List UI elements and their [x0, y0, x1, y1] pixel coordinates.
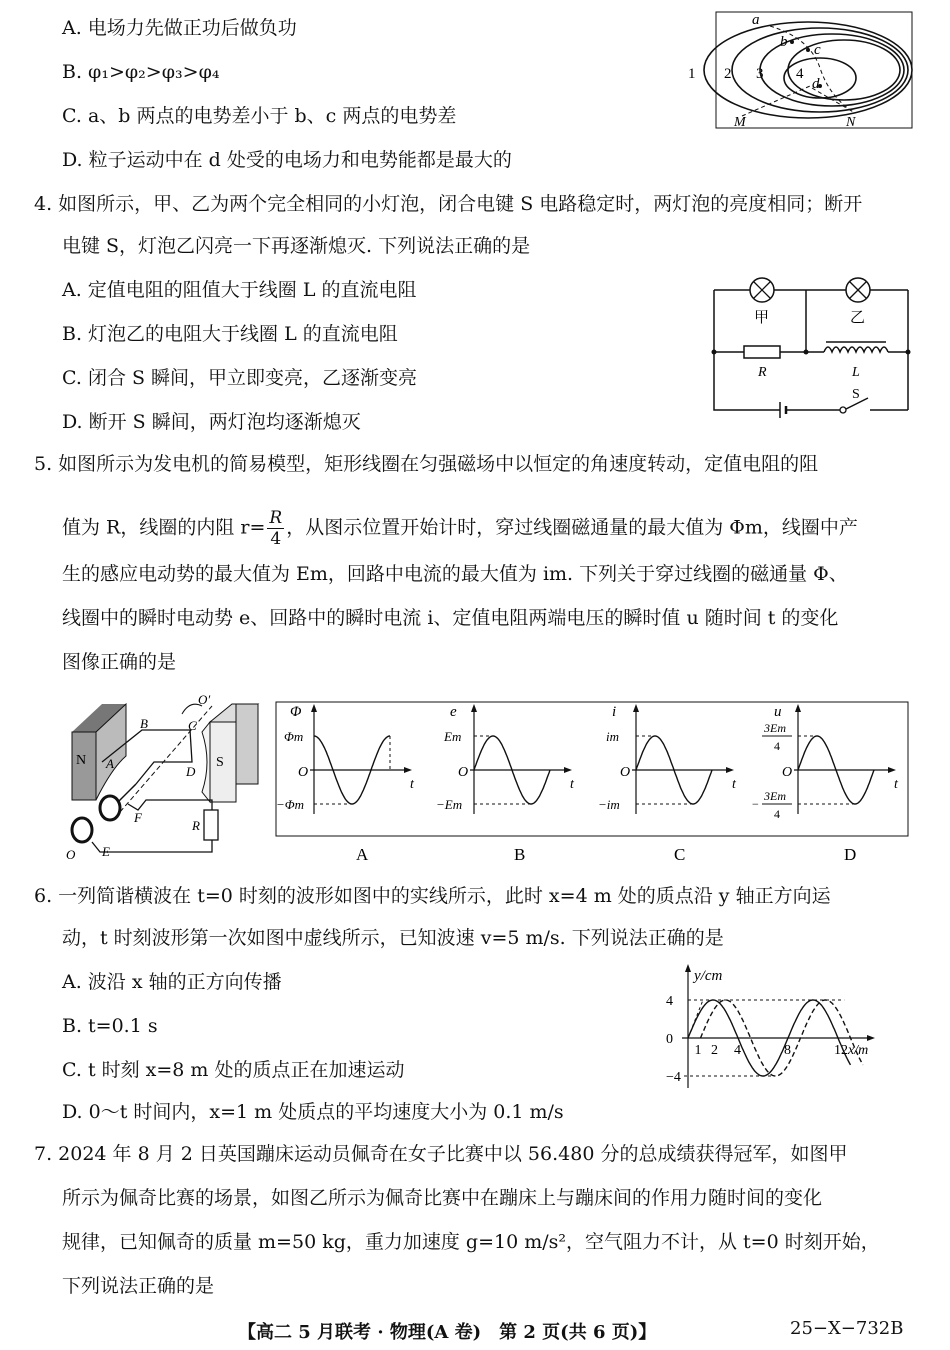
gen-label-o-prime: O′	[198, 692, 211, 707]
graph-origin: O	[458, 765, 469, 780]
gen-label-n: N	[76, 753, 87, 768]
wave-x-tick: 2	[711, 1043, 718, 1058]
footer-code: 25−X−732B	[790, 1318, 904, 1339]
q3-fig-label-2: 2	[724, 66, 732, 82]
gen-label-c: C	[188, 718, 197, 733]
graph-y-arrow-icon	[471, 704, 477, 712]
graph-origin: O	[782, 765, 793, 780]
wave-y-label: y/cm	[694, 968, 723, 984]
graph-bottom-label: −im	[598, 797, 620, 812]
graph-y-name: i	[612, 704, 617, 720]
wave-y-arrow-icon	[685, 964, 691, 972]
switch-label: S	[852, 387, 860, 402]
wave-x-label: x/m	[848, 1043, 869, 1058]
lamp-yi-label: 乙	[850, 310, 866, 326]
q4-option-c: C. 闭合 S 瞬间，甲立即变亮，乙逐渐变亮	[62, 367, 418, 389]
q7-stem-line-2: 所示为佩奇比赛的场景，如图乙所示为佩奇比赛中在蹦床上与蹦床间的作用力随时间的变化	[62, 1187, 823, 1209]
q5-stem-line-3: 生的感应电动势的最大值为 Em，回路中电流的最大值为 im. 下列关于穿过线圈的磁通量 Φ、	[62, 563, 848, 585]
graph-tag-b: B	[514, 845, 526, 864]
graph-x-arrow-icon	[404, 767, 412, 773]
gen-label-d: D	[186, 764, 196, 779]
q6-wave-chart	[660, 960, 920, 1120]
q5-stem-line-4: 线圈中的瞬时电动势 e、回路中的瞬时电流 i、定值电阻两端电压的瞬时值 u 随时间 t 的变化	[62, 607, 839, 629]
q3-fig-point-c: c	[814, 42, 821, 58]
gen-label-o: O	[66, 847, 76, 862]
graph-b	[436, 704, 575, 814]
graph-origin: O	[298, 765, 309, 780]
gen-label-r: R	[192, 818, 200, 833]
q5-fraction: $\frac{R}{4}$	[269, 508, 283, 549]
q3-fig-point-b: b	[780, 34, 788, 50]
q3-fig-label-3: 3	[756, 66, 764, 82]
q5-line2-part-b: ，从图示位置开始计时，穿过线圈磁通量的最大值为 Φm，线圈中产	[286, 516, 858, 539]
graph-y-arrow-icon	[795, 704, 801, 712]
graph-x-arrow-icon	[888, 767, 896, 773]
wave-y-tick: 4	[666, 994, 673, 1009]
q3-fig-point-d: d	[812, 76, 820, 92]
graph-top-den: 4	[774, 739, 780, 753]
q4-option-a: A. 定值电阻的阻值大于线圈 L 的直流电阻	[62, 279, 417, 301]
graph-top-label: Φm	[284, 729, 304, 744]
q6-stem-line-2: 动，t 时刻波形第一次如图中虚线所示，已知波速 v=5 m/s. 下列说法正确的是	[62, 927, 724, 949]
graph-tag-a: A	[356, 845, 369, 864]
graph-bottom-num: 3Em	[764, 789, 786, 803]
wave-x-tick: 8	[784, 1043, 791, 1058]
wave-x-arrow-icon	[867, 1035, 875, 1041]
graph-x-arrow-icon	[564, 767, 572, 773]
q6-stem-line-1: 6. 一列简谐横波在 t=0 时刻的波形如图中的实线所示，此时 x=4 m 处的质点沿 y 轴正方向运	[34, 885, 831, 907]
q3-fig-label-1: 1	[688, 66, 696, 82]
q3-fig-label-n: N	[846, 115, 856, 130]
q3-option-d: D. 粒子运动中在 d 处受的电场力和电势能都是最大的	[62, 149, 512, 171]
wave-y-tick: −4	[666, 1070, 681, 1085]
wave-x-tick: 1	[694, 1043, 702, 1058]
graph-top-label: im	[606, 729, 619, 744]
graph-x-name: t	[732, 777, 736, 792]
graph-bottom-label: −Φm	[276, 797, 305, 812]
q4-circuit-figure	[706, 276, 916, 422]
q5-line2-part-a: 值为 R，线圈的内阻 r=	[62, 516, 266, 539]
gen-label-e: E	[102, 844, 110, 859]
graph-bottom-label: −Em	[436, 797, 463, 812]
graph-tag-d: D	[844, 845, 857, 864]
q5-stem-line-2	[62, 508, 858, 549]
q4-stem-line-1: 4. 如图所示，甲、乙为两个完全相同的小灯泡，闭合电键 S 电路稳定时，两灯泡的亮度相同；断开	[34, 193, 863, 215]
q3-option-b: B. φ₁>φ₂>φ₃>φ₄	[62, 61, 220, 83]
graph-y-arrow-icon	[311, 704, 317, 712]
graph-top-num: 3Em	[764, 721, 786, 735]
q5-generator-figure	[62, 692, 262, 862]
footer-title: 【高二 5 月联考 · 物理(A 卷) 第 2 页(共 6 页)】	[238, 1322, 657, 1343]
graph-x-name: t	[410, 777, 414, 792]
graph-bottom-den: 4	[774, 807, 780, 821]
graph-x-name: t	[894, 777, 898, 792]
graph-y-name: e	[450, 704, 457, 720]
graph-d	[752, 704, 899, 821]
resistor-icon	[744, 346, 780, 358]
q5-stem-line-5: 图像正确的是	[62, 651, 177, 673]
q6-option-d: D. 0～t 时间内，x=1 m 处质点的平均速度大小为 0.1 m/s	[62, 1101, 564, 1123]
q4-option-d: D. 断开 S 瞬间，两灯泡均逐渐熄灭	[62, 411, 361, 433]
q4-stem-line-2: 电键 S，灯泡乙闪亮一下再逐渐熄灭. 下列说法正确的是	[62, 235, 531, 257]
wave-dashed-start	[688, 1000, 703, 1038]
q7-stem-line-3: 规律，已知佩奇的质量 m=50 kg，重力加速度 g=10 m/s²，空气阻力不计，从 t=0 时刻开始，	[62, 1231, 880, 1253]
q5-stem-line-1: 5. 如图所示为发电机的简易模型，矩形线圈在匀强磁场中以恒定的角速度转动，定值电阻的阻	[34, 453, 819, 475]
q3-fig-label-m: M	[734, 115, 746, 130]
q3-option-c: C. a、b 两点的电势差小于 b、c 两点的电势差	[62, 105, 457, 127]
graph-y-name: Φ	[290, 704, 302, 720]
q7-stem-line-1: 7. 2024 年 8 月 2 日英国蹦床运动员佩奇在女子比赛中以 56.480 分的总成绩获得冠军，如图甲	[34, 1143, 848, 1165]
graph-x-name: t	[570, 777, 574, 792]
graph-top-label: Em	[444, 729, 462, 744]
q6-option-c: C. t 时刻 x=8 m 处的质点正在加速运动	[62, 1059, 405, 1081]
coil-label: L	[852, 365, 860, 380]
q6-option-a: A. 波沿 x 轴的正方向传播	[62, 971, 282, 993]
wave-y-tick: 0	[666, 1032, 673, 1047]
q3-fig-label-4: 4	[796, 66, 804, 82]
graph-origin: O	[620, 765, 631, 780]
wave-x-tick: 12	[834, 1043, 848, 1058]
q5-graph-options	[274, 700, 914, 866]
graph-tag-c: C	[674, 845, 686, 864]
graph-y-name: u	[774, 704, 782, 720]
gen-label-s: S	[216, 755, 224, 770]
graph-x-arrow-icon	[726, 767, 734, 773]
q3-fig-point-a: a	[752, 12, 760, 28]
gen-label-b: B	[140, 716, 148, 731]
resistor-label: R	[758, 365, 767, 380]
q3-option-a: A. 电场力先做正功后做负功	[62, 17, 297, 39]
lamp-jia-label: 甲	[754, 310, 770, 326]
coil-icon	[824, 347, 888, 352]
q4-option-b: B. 灯泡乙的电阻大于线圈 L 的直流电阻	[62, 323, 398, 345]
graph-c	[598, 704, 737, 814]
q3-equipotential-figure	[680, 8, 915, 130]
graph-bottom-sign: −	[752, 797, 759, 811]
graph-y-arrow-icon	[633, 704, 639, 712]
gen-label-f: F	[134, 810, 142, 825]
gen-label-a: A	[106, 756, 114, 771]
wave-x-tick: 4	[734, 1043, 741, 1058]
q6-option-b: B. t=0.1 s	[62, 1015, 158, 1037]
q7-stem-line-4: 下列说法正确的是	[62, 1275, 215, 1297]
graph-a	[276, 704, 415, 814]
